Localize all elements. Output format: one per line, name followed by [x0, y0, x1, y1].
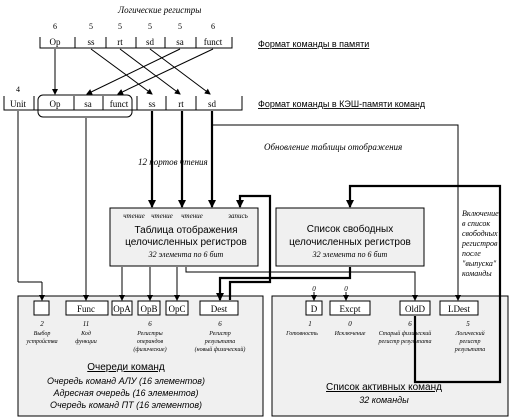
free-list-size: 32 элемента по 6 бит [312, 250, 388, 259]
cache-unit-bits: 4 [16, 85, 20, 94]
release-note-7: команды [462, 269, 492, 278]
cache-field-rt: rt [178, 99, 184, 109]
mem-bits-sd: 5 [148, 22, 152, 31]
cache-format-caption: Формат команды в КЭШ-памяти команд [258, 99, 426, 109]
memory-format-caption: Формат команды в памяти [258, 39, 370, 49]
queue-desc-unit-2: устройства [26, 339, 58, 345]
active-bits-excpt: 0 [348, 320, 352, 328]
active-list-subtitle: 32 команды [359, 395, 409, 405]
active-bits-d: 1 [308, 320, 312, 328]
active-desc-oldd-1: Старый физический [378, 331, 432, 337]
queue-bits-func: 11 [82, 320, 90, 328]
queue-block [18, 296, 263, 416]
mapping-size: 32 элемента по 6 бит [148, 250, 224, 259]
active-bits-oldd: 6 [408, 320, 412, 328]
release-note-2: в список [462, 219, 491, 228]
active-list-title: Список активных команд [326, 382, 442, 393]
mem-bits-ss: 5 [89, 22, 93, 31]
queue-bits-dest: 6 [218, 320, 222, 328]
field-reorder-arrows [55, 49, 213, 94]
mapping-port-2: чтение [151, 212, 173, 220]
queue-line-fp: Очередь команд ПТ (16 элементов) [49, 400, 203, 410]
active-desc-ldest-3: результата [454, 347, 486, 353]
mem-bits-sa: 5 [178, 22, 182, 31]
queue-line-address: Адресная очередь (16 элементов) [53, 388, 199, 398]
queue-field-func: Func [77, 304, 95, 314]
active-list [272, 285, 508, 416]
cache-field-ss: ss [148, 99, 156, 109]
mem-bits-rt: 5 [118, 22, 122, 31]
active-field-oldd: OldD [405, 304, 425, 314]
cache-field-unit: Unit [9, 99, 27, 109]
mapping-title-2: целочисленных регистров [125, 237, 247, 248]
active-desc-excpt: Исключение [334, 331, 366, 337]
mapping-port-1: чтение [123, 212, 145, 220]
active-desc-ldest-1: Логический [455, 331, 485, 337]
queue-desc-operands-3: (физические) [133, 347, 167, 353]
update-mapping-label: Обновление таблицы отображения [264, 142, 403, 152]
logical-registers-label: Логические регистры [118, 5, 202, 15]
release-note [461, 209, 499, 278]
mem-field-sa: sa [176, 37, 184, 47]
queue-field-dest: Dest [210, 304, 228, 314]
mapping-port-3: чтение [181, 212, 203, 220]
active-field-d: D [310, 304, 318, 314]
queue-field-opc: OpC [168, 304, 186, 314]
active-top-bits-d: 0 [312, 285, 316, 293]
queue-bits-operands: 6 [148, 320, 152, 328]
cache-field-funct: funct [109, 99, 129, 109]
queue-desc-dest-2: результата [204, 339, 236, 345]
memory-format [40, 22, 369, 49]
mapping-table [110, 208, 258, 266]
queue-desc-func-2: функции [75, 339, 97, 345]
queue-field-opa: OpA [113, 304, 131, 314]
release-note-5: после [462, 249, 481, 258]
queue-title: Очереди команд [87, 362, 165, 373]
cache-field-sd: sd [207, 99, 217, 109]
mem-field-rt: rt [117, 37, 123, 47]
active-bits-ldest: 5 [466, 320, 470, 328]
release-note-4: регистров [462, 239, 498, 248]
active-desc-oldd-2: регистр результата [378, 339, 432, 345]
mem-field-op: Op [49, 37, 61, 47]
free-list [276, 208, 424, 266]
mem-bits-op: 6 [53, 22, 57, 31]
queue-desc-func-1: Код [81, 331, 91, 337]
active-desc-ldest-2: регистр [459, 339, 481, 345]
release-note-1: Включение [462, 209, 499, 218]
mapping-title-1: Таблица отображения [134, 225, 238, 236]
release-note-6: "выпуска" [462, 259, 497, 268]
queue-field-opb: OpB [140, 304, 158, 314]
queue-bits-unit: 2 [40, 320, 44, 328]
active-field-excpt: Excpt [339, 304, 361, 314]
cache-field-sa: sa [84, 99, 92, 109]
active-top-bits-excpt: 0 [344, 285, 348, 293]
queue-line-alu: Очередь команд АЛУ (16 элементов) [46, 376, 206, 386]
queue-desc-dest-3: (новый физический) [194, 347, 246, 353]
queue-desc-operands-2: операндов [136, 339, 164, 345]
queue-desc-operands-1: Регистры [137, 331, 163, 337]
active-field-ldest: LDest [448, 304, 470, 314]
cache-field-op: Op [49, 99, 61, 109]
free-list-title-2: целочисленных регистров [289, 237, 411, 248]
mapping-port-write: запись [228, 212, 248, 220]
mem-field-funct: funct [203, 37, 223, 47]
mem-bits-funct: 6 [211, 22, 215, 31]
cache-format [4, 85, 426, 117]
mem-field-ss: ss [87, 37, 95, 47]
release-note-3: свободных [462, 229, 498, 238]
free-list-title-1: Список свободных [306, 224, 394, 235]
read-ports-label: 12 портов чтения [138, 157, 208, 167]
queue-desc-unit-1: Выбор [33, 331, 51, 337]
active-desc-d: Готовность [286, 331, 318, 337]
mem-field-sd: sd [145, 37, 155, 47]
queue-desc-dest-1: Регистр [209, 331, 231, 337]
